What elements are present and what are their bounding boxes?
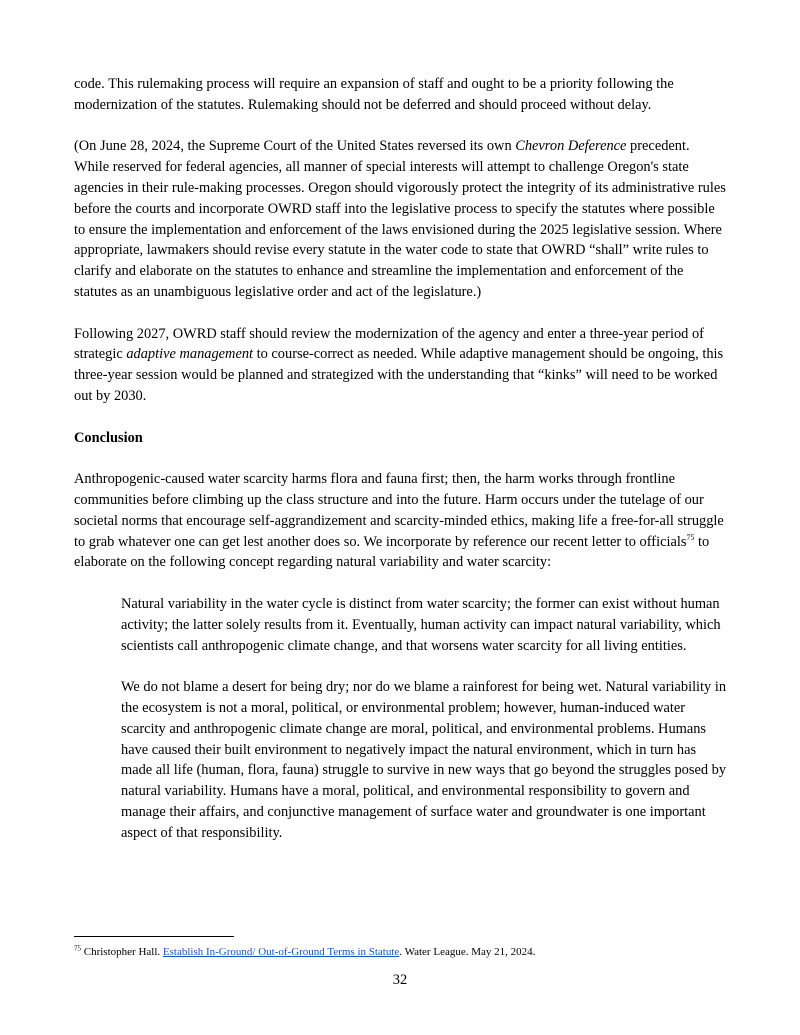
footnote-source: . Water League. May 21, 2024. (399, 946, 536, 958)
chevron-deference-term: Chevron Deference (515, 138, 627, 155)
block-quote-natural-variability-text: Natural variability in the water cycle is distinct from water scarcity; the former can exist without human activity; the latter solely results from it. Eventually, human activity can impact natural variability, which scientists call anthropogenic climate change, and that worsens water scarcity for all living entities. (121, 595, 721, 654)
adaptive-management-term: adaptive management (126, 346, 254, 363)
paragraph-adaptive-management (74, 324, 726, 407)
footnote-author: Christopher Hall. (81, 946, 163, 958)
paragraph-chevron-text-end: precedent. While reserved for federal agencies, all manner of special interests will attempt to challenge Oregon's state agencies in their rule-making processes. Oregon should vigorously protect the integrity of its administrative rules before the courts and incorporate OWRD staff into the legislative process to specify the statutes where possible to ensure the implementation and enforcement of the laws envisioned during the 2025 legislative session. Where appropriate, lawmakers should revise every statute in the water code to state that OWRD “shall” write rules to clarify and elaborate on the statutes to enhance and streamline the implementation and enforcement of the statutes as an unambiguous legislative order and act of the legislature.) (74, 138, 726, 300)
paragraph-conclusion-text-start: Anthropogenic-caused water scarcity harms flora and fauna first; then, the harm works through frontline communities before climbing up the class structure and into the future. Harm occurs under the tutelage of our societal norms that encourage self-aggrandizement and scarcity-minded ethics, making life a free-for-all struggle to grab whatever one can get lest another does so. We incorporate by reference our recent letter to officials (74, 471, 724, 550)
conclusion-heading: Conclusion (74, 429, 143, 446)
paragraph-adaptive-text-start: Following 2027, OWRD staff should review the modernization of the agency and enter a three-year period of strategic (74, 325, 704, 363)
footnote (74, 945, 726, 960)
footnote-divider (74, 936, 234, 937)
footnote-reference[interactable]: 75 (686, 532, 695, 542)
page-number: 32 (392, 972, 408, 988)
footnote-number: 75 (74, 944, 81, 953)
block-quote-desert-rainforest (121, 677, 729, 843)
paragraph-chevron (74, 136, 726, 302)
paragraph-chevron-text-start: (On June 28, 2024, the Supreme Court of the United States reversed its own (74, 138, 516, 155)
paragraph-rulemaking (74, 74, 726, 116)
paragraph-adaptive-text-end: to course-correct as needed. While adaptive management should be ongoing, this three-year session would be planned and strategized with the understanding that “kinks” will need to be worked out by 2030. (74, 346, 724, 404)
block-quote-natural-variability (121, 594, 729, 656)
paragraph-conclusion-text-end: to elaborate on the following concept regarding natural variability and water scarcity: (74, 533, 710, 571)
footnote-link[interactable]: Establish In-Ground/ Out-of-Ground Terms in Statute (162, 946, 400, 958)
block-quote-desert-rainforest-text: We do not blame a desert for being dry; nor do we blame a rainforest for being wet. Natural variability in the ecosystem is not a moral, political, or environmental problem; however, human-induced water scarcity and anthropogenic climate change are moral, political, and environmental problems. Humans have caused their built environment to negatively impact the natural environment, which in turn has made all life (human, flora, fauna) struggle to survive in new ways that go beyond the struggles posed by natural variability. Humans have a moral, political, and environmental responsibility to govern and manage their affairs, and conjunctive management of surface water and groundwater is one important aspect of that responsibility. (121, 679, 727, 841)
document-body (74, 74, 726, 864)
paragraph-conclusion (74, 469, 726, 573)
paragraph-rulemaking-text: code. This rulemaking process will require an expansion of staff and ought to be a priority following the modernization of the statutes. Rulemaking should not be deferred and should proceed without delay. (74, 76, 674, 113)
